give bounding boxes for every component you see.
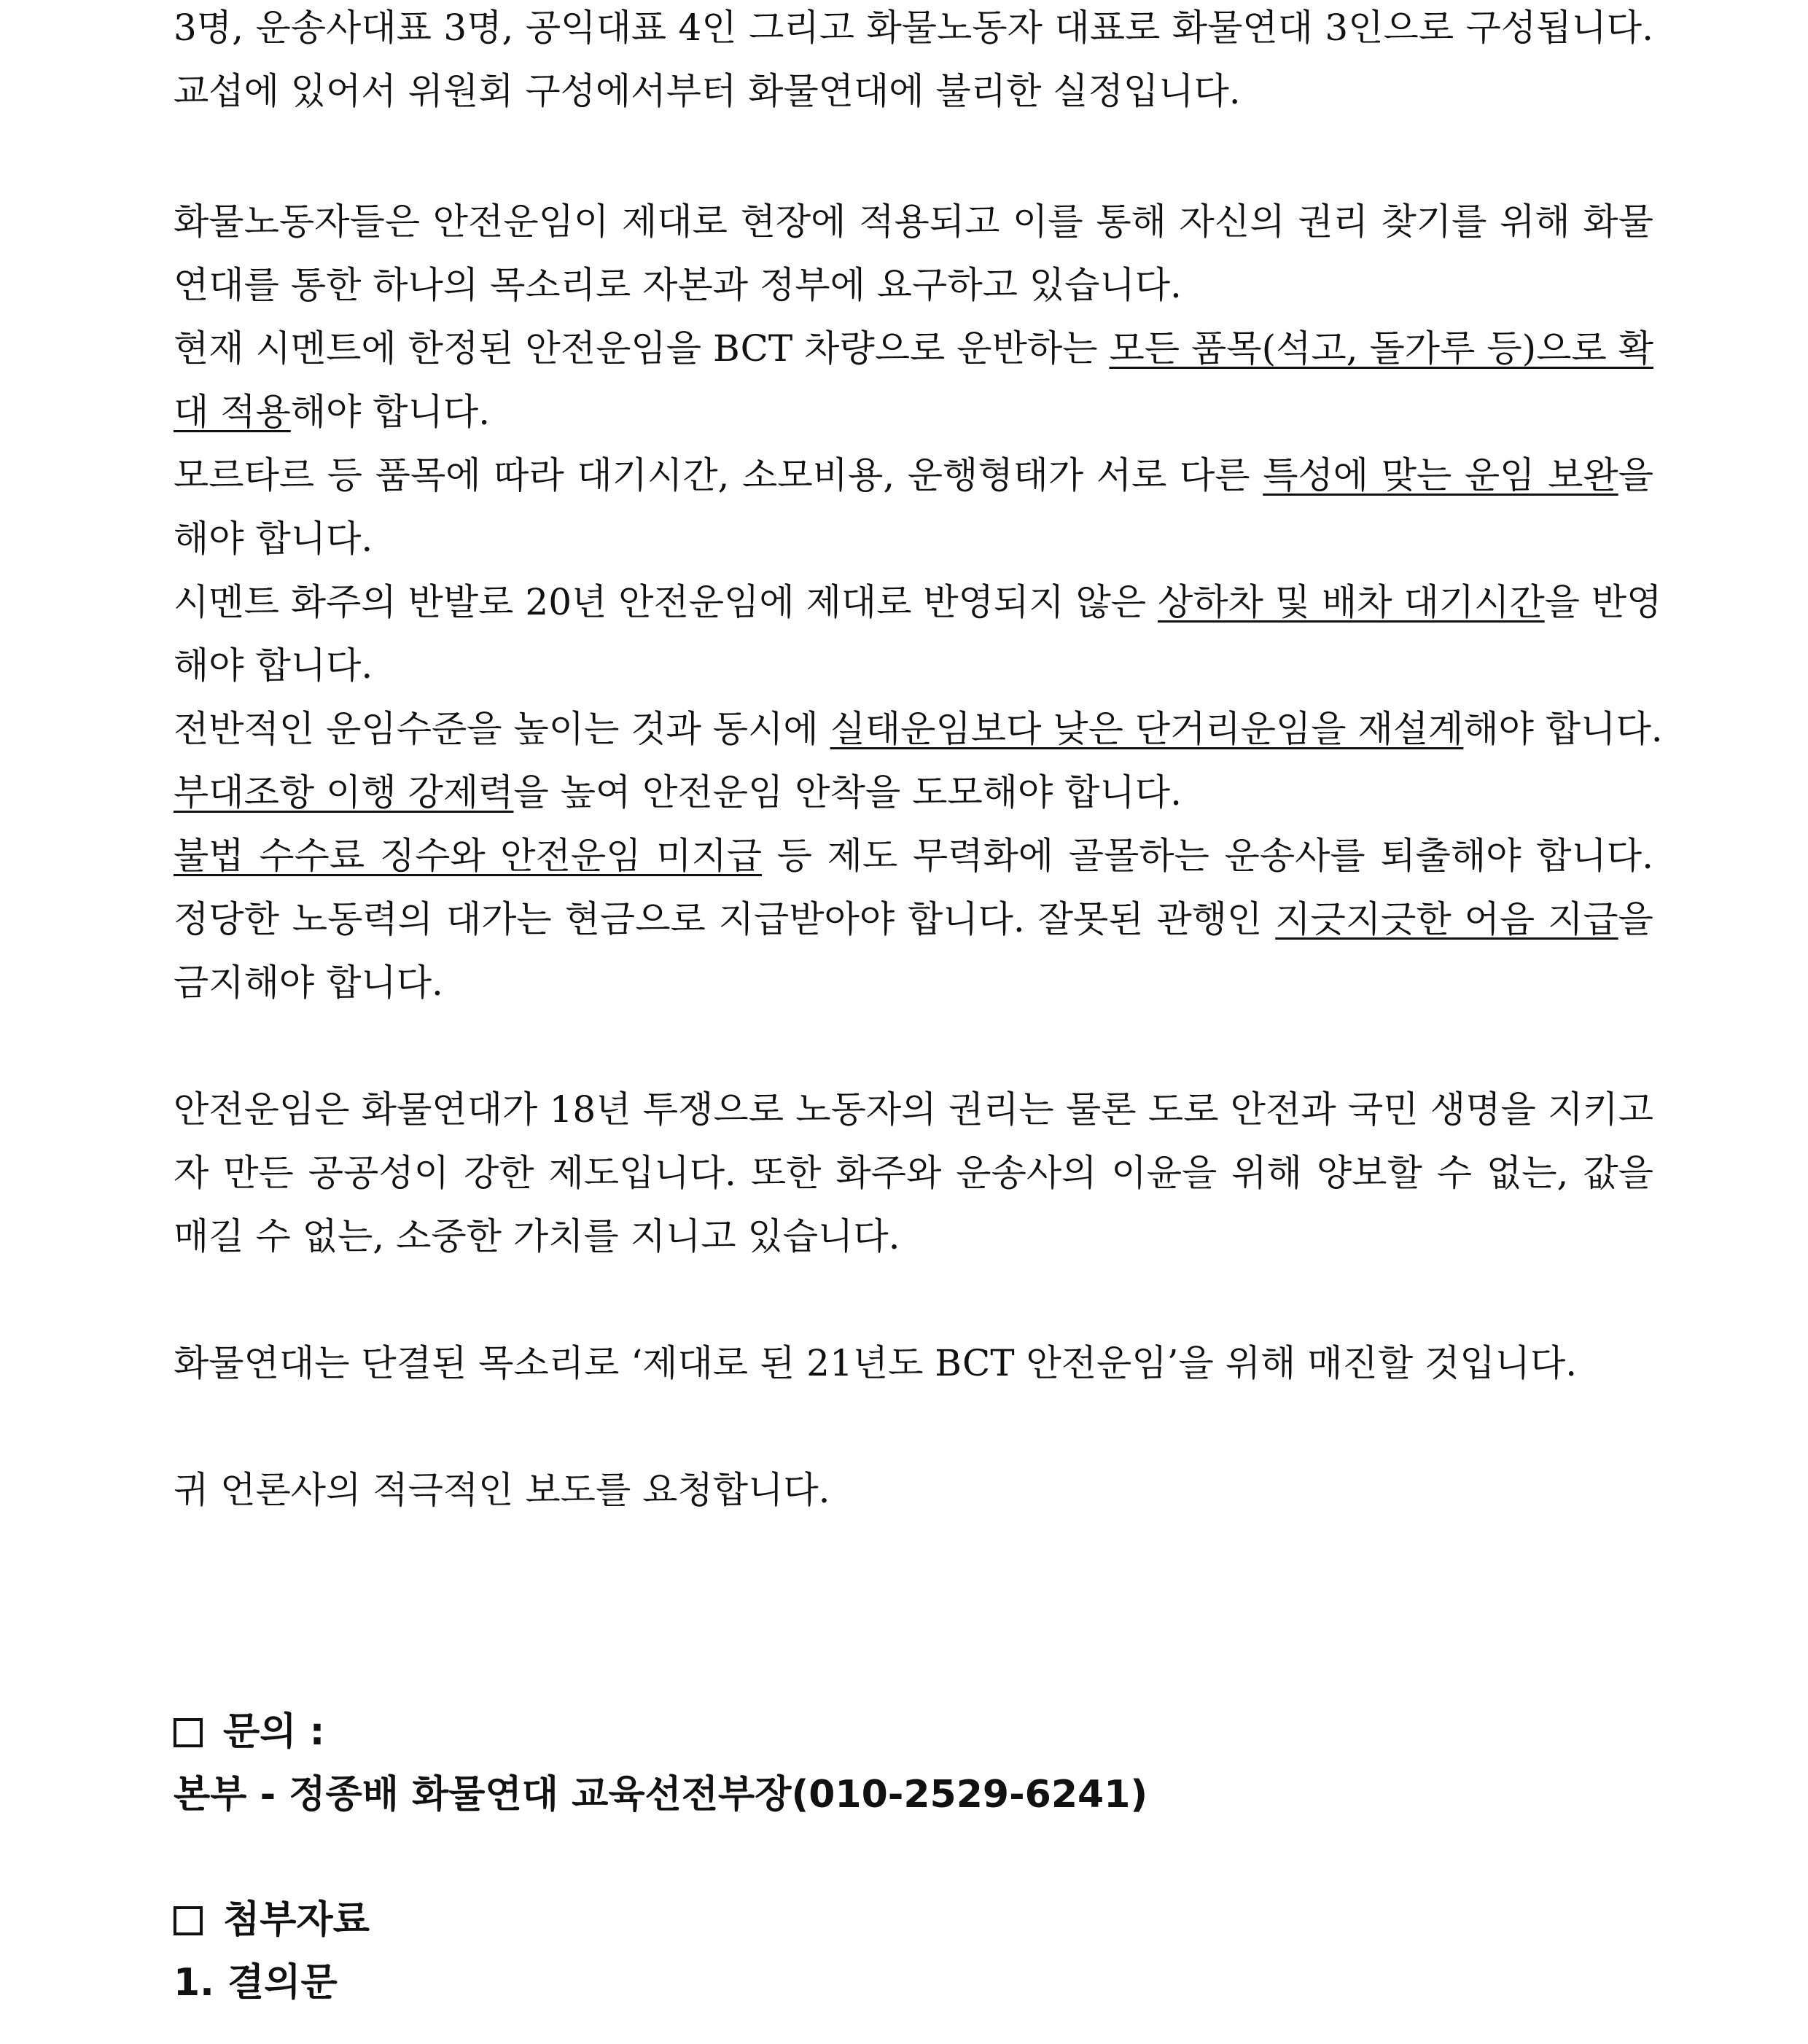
paragraph-gap <box>174 1395 1653 1459</box>
body-line-4: 연대를 통한 하나의 목소리로 자본과 정부에 요구하고 있습니다. <box>174 264 1182 306</box>
contact-detail: 본부 - 정종배 화물연대 교육선전부장(010-2529-6241) <box>174 1773 1148 1817</box>
body-line-6 <box>174 381 1653 444</box>
underlined-demand-all-items-cont: 대 적용 <box>174 391 291 433</box>
body-line-2: 교섭에 있어서 위원회 구성에서부터 화물연대에 불리한 실정입니다. <box>174 70 1241 112</box>
paragraph-gap <box>174 1015 1653 1078</box>
body-line-13-text: 등 제도 무력화에 골몰하는 운송사를 퇴출해야 합니다. <box>762 835 1653 877</box>
attachment-item-1: 1. 결의문 <box>174 1961 338 2005</box>
body-line-16: 안전운임은 화물연대가 18년 투쟁으로 노동자의 권리는 물론 도로 안전과 국민 생명을 지키고 <box>174 1088 1653 1131</box>
body-line-7-text: 모르타르 등 품목에 따라 대기시간, 소모비용, 운행형태가 서로 다른 <box>174 454 1263 496</box>
body-line-20: 귀 언론사의 적극적인 보도를 요청합니다. <box>174 1469 830 1511</box>
contact-heading <box>174 1701 1653 1763</box>
underlined-demand-promissory-notes: 지긋지긋한 어음 지급 <box>1275 898 1618 940</box>
body-line-1: 3명, 운송사대표 3명, 공익대표 4인 그리고 화물노동자 대표로 화물연대 3인으로 구성됩니다. <box>174 7 1653 49</box>
checkbox-square-icon <box>174 1718 203 1747</box>
underlined-demand-rate-supplement: 특성에 맞는 운임 보완 <box>1263 454 1618 496</box>
body-line-6-text: 해야 합니다. <box>290 391 491 433</box>
body-line-12-text: 을 높여 안전운임 안착을 도모해야 합니다. <box>513 771 1182 814</box>
paragraph-gap <box>174 127 1653 190</box>
body-line-11 <box>174 698 1663 761</box>
underlined-demand-illegal-fees: 불법 수수료 징수와 안전운임 미지급 <box>174 835 763 877</box>
underlined-demand-all-items: 모든 품목(석고, 돌가루 등)으로 확 <box>1109 327 1653 370</box>
body-line-9 <box>174 571 1662 634</box>
body-line-13 <box>174 824 1653 888</box>
body-line-14-text: 정당한 노동력의 대가는 현금으로 지급받아야 합니다. 잘못된 관행인 <box>174 898 1276 940</box>
body-line-15: 금지해야 합니다. <box>174 961 443 1004</box>
body-line-5 <box>174 317 1653 381</box>
underlined-demand-short-distance: 실태운임보다 낮은 단거리운임을 재설계 <box>830 708 1464 750</box>
body-line-19: 화물연대는 단결된 목소리로 ‘제대로 된 21년도 BCT 안전운임’을 위해 매진할 것입니다. <box>174 1342 1578 1384</box>
body-line-9-text: 시멘트 화주의 반발로 20년 안전운임에 제대로 반영되지 않은 <box>174 581 1158 623</box>
contact-heading-label: 문의 : <box>223 1710 325 1754</box>
body-line-17: 자 만든 공공성이 강한 제도입니다. 또한 화주와 운송사의 이윤을 위해 양보할 수 없는, 값을 <box>174 1152 1653 1194</box>
paragraph-gap <box>174 1268 1653 1332</box>
body-line-3: 화물노동자들은 안전운임이 제대로 현장에 적용되고 이를 통해 자신의 권리 찾기를 위해 화물 <box>174 200 1653 243</box>
body-line-7 <box>174 444 1653 507</box>
body-line-12 <box>174 761 1653 824</box>
body-line-11-tail: 해야 합니다. <box>1463 708 1663 750</box>
body-line-14 <box>174 888 1653 951</box>
section-gap <box>174 1826 1653 1889</box>
attachments-heading <box>174 1889 1653 1951</box>
body-line-14-tail: 을 <box>1618 898 1653 940</box>
section-gap <box>174 1522 1653 1701</box>
underlined-demand-waiting-time: 상하차 및 배차 대기시간 <box>1157 581 1545 623</box>
checkbox-square-icon <box>174 1906 203 1935</box>
press-release-page <box>174 0 1663 2014</box>
body-line-11-text: 전반적인 운임수준을 높이는 것과 동시에 <box>174 708 830 750</box>
body-line-18: 매길 수 없는, 소중한 가치를 지니고 있습니다. <box>174 1215 900 1257</box>
underlined-demand-enforcement: 부대조항 이행 강제력 <box>174 771 514 814</box>
attachments-heading-label: 첨부자료 <box>223 1898 370 1942</box>
body-line-10: 해야 합니다. <box>174 644 373 687</box>
body-line-8: 해야 합니다. <box>174 518 373 560</box>
body-line-5-text: 현재 시멘트에 한정된 안전운임을 BCT 차량으로 운반하는 <box>174 327 1110 370</box>
body-line-9-tail: 을 반영 <box>1544 581 1662 623</box>
body-line-7-tail: 을 <box>1618 454 1653 496</box>
